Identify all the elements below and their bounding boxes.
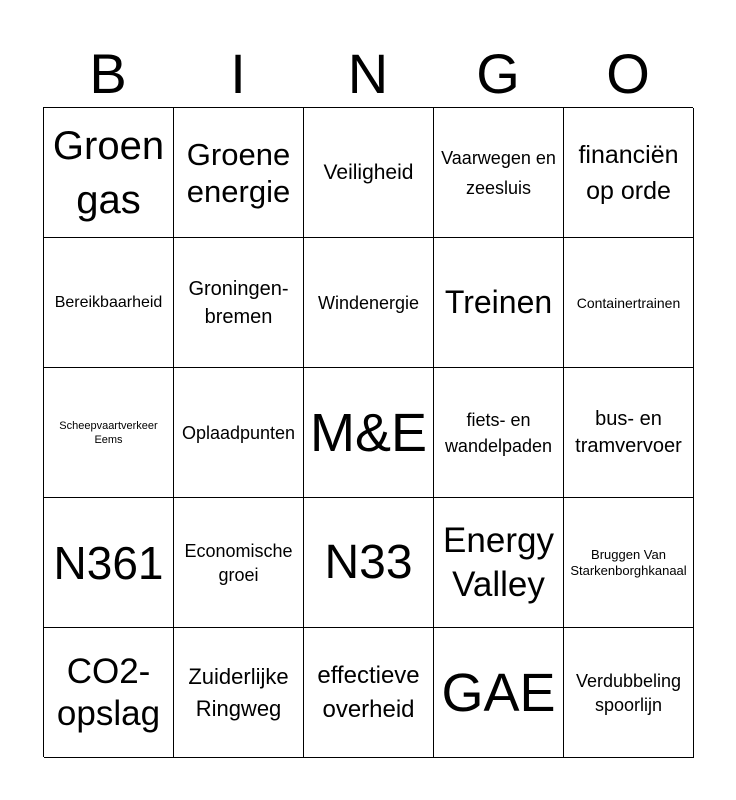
bingo-cell[interactable] [564,238,694,368]
bingo-cell[interactable] [564,368,694,498]
bingo-cell[interactable] [304,108,434,238]
cell-label: Oplaadpunten [181,422,296,443]
cell-label: Veiligheid [323,161,414,184]
bingo-cell[interactable] [44,368,174,498]
bingo-cell[interactable] [304,628,434,758]
cell-label: Energy Valley [443,520,554,604]
bingo-header [43,40,693,108]
cell-label: Treinen [444,284,553,320]
bingo-cell[interactable] [174,368,304,498]
bingo-cell[interactable] [434,628,564,758]
cell-label: Economische groei [184,540,293,585]
bingo-cell[interactable] [174,108,304,238]
bingo-cell[interactable] [434,368,564,498]
bingo-cell[interactable] [304,498,434,628]
cell-label: Zuiderlijke Ringweg [188,663,289,721]
cell-label: N33 [324,535,413,589]
cell-label: Containertrainen [576,294,681,311]
bingo-cell[interactable] [434,238,564,368]
bingo-cell[interactable] [44,108,174,238]
bingo-cell[interactable] [304,238,434,368]
cell-label: Scheepvaartverkeer Eems [59,419,158,446]
bingo-cell[interactable] [564,108,694,238]
bingo-cell[interactable] [44,628,174,758]
bingo-cell[interactable] [564,498,694,628]
bingo-cell[interactable] [174,238,304,368]
cell-label: Groene energie [186,136,291,209]
bingo-grid [43,107,693,757]
bingo-cell[interactable] [564,628,694,758]
bingo-cell[interactable] [304,368,434,498]
cell-label: N361 [53,536,164,589]
cell-label: Bruggen Van Starkenborghkanaal [570,546,687,578]
bingo-cell[interactable] [44,238,174,368]
cell-label: CO2-opslag [56,651,161,733]
cell-label: GAE [441,662,556,723]
bingo-cell[interactable] [434,498,564,628]
cell-label: financiën op orde [578,140,679,205]
cell-label: Vaarwegen en zeesluis [441,147,556,198]
header-letter-g: G [476,42,520,105]
cell-label: effectieve overheid [317,661,420,723]
header-letter-i: I [230,42,246,105]
bingo-cell[interactable] [174,498,304,628]
header-letter-o: O [606,42,650,105]
header-letter-b: B [89,42,127,105]
bingo-cell[interactable] [44,498,174,628]
cell-label: fiets- en wandelpaden [444,409,553,456]
bingo-cell[interactable] [434,108,564,238]
bingo-cell[interactable] [174,628,304,758]
cell-label: Windenergie [317,292,420,313]
cell-label: Groningen-bremen [188,277,289,328]
header-letter-n: N [347,42,389,105]
cell-label: Groen gas [52,123,165,222]
cell-label: Verdubbeling spoorlijn [575,670,682,715]
cell-label: Bereikbaarheid [54,294,163,311]
cell-label: bus- en tramvervoer [575,407,682,457]
cell-label: M&E [309,402,428,463]
